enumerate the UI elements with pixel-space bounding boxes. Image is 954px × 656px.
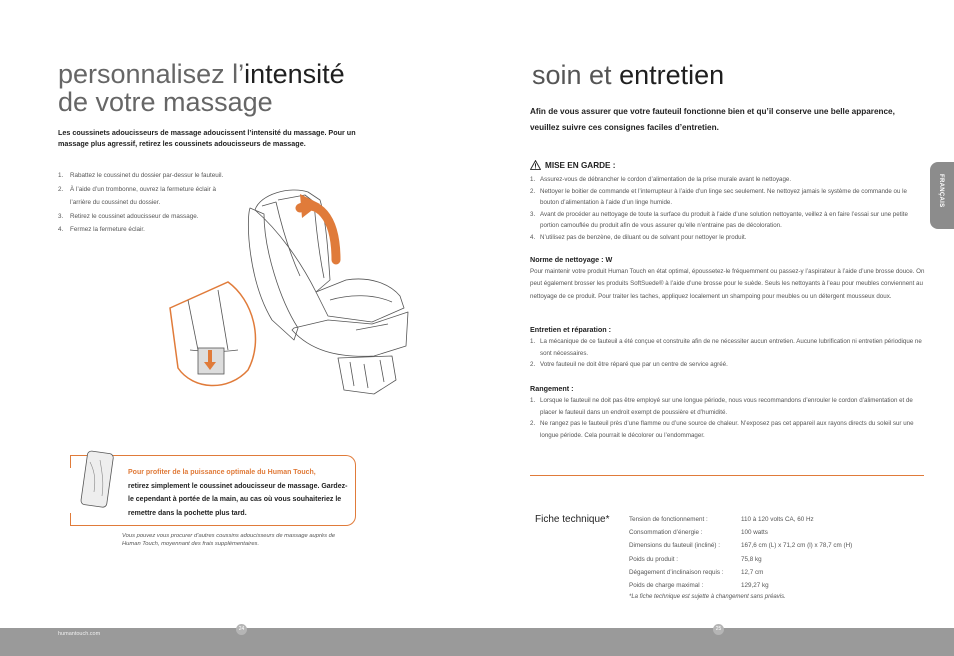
title-part-1: soin et <box>532 60 620 90</box>
item-number: 2. <box>530 187 536 195</box>
list-item <box>530 174 925 186</box>
tip-text <box>128 466 353 520</box>
item-number: 4. <box>530 233 536 241</box>
zipper-detail-zoom <box>168 280 268 390</box>
item-number: 1. <box>530 338 536 345</box>
step-text: Rabattez le coussinet du dossier par-dessur le fauteuil. <box>70 172 224 179</box>
item-number: 1. <box>530 176 536 183</box>
table-row <box>629 539 852 552</box>
step-number: 3. <box>58 212 64 220</box>
item-text: Nettoyer le boitier de commande et l’interrupteur à l’aide d’un linge sec seulement. Ne nettoyez jamais le système de commande ou le bouton d’alimentation à l’aide d’un linge humide. <box>540 187 907 206</box>
list-item <box>530 209 925 232</box>
cushion-pad-icon <box>76 448 116 512</box>
list-item <box>530 418 925 441</box>
intro-left: Les coussinets adoucisseurs de massage adoucissent l’intensité du massage. Pour un massage plus agressif, retirez les coussinets adoucisseurs de massage. <box>58 128 356 148</box>
title-part-1: personnalisez l’ <box>58 59 245 89</box>
storage-list <box>530 395 925 441</box>
item-number: 1. <box>530 397 536 404</box>
item-text: Avant de procéder au nettoyage de toute la surface du produit à l’aide d’une solution nettoyante, veillez à en faire l’essai sur une petite portion camouflée du produit afin de vous assurer qu’elle n’entraine pas de décoloration. <box>540 210 908 229</box>
page-title-right <box>532 60 912 90</box>
language-tab-label: FRANÇAIS <box>938 174 944 208</box>
item-text: N’utilisez pas de benzène, de diluant ou de solvant pour nettoyer le produit. <box>540 233 747 241</box>
spec-value: 100 watts <box>741 529 768 537</box>
item-text: Lorsque le fauteuil ne doit pas être employé sur une longue période, nous vous recommandons d’enrouler le cordon d’alimentation et de placer le fauteuil dans un endroit exempt de poussière et d’humidité. <box>540 397 913 416</box>
title-part-2: entretien <box>619 60 725 90</box>
step-number: 4. <box>58 226 64 233</box>
item-text: Ne rangez pas le fauteuil près d’une flamme ou d’une source de chaleur. N’exposez pas cet appareil aux rayons directs du soleil sur une longue période. Cela pourrait le décolorer ou l’endommager. <box>540 420 914 439</box>
spec-key: Poids de charge maximal : <box>629 582 704 590</box>
storage-heading: Rangement : <box>530 384 574 393</box>
specs-table <box>629 513 852 592</box>
item-number: 3. <box>530 210 536 218</box>
spec-value: 110 à 120 volts CA, 60 Hz <box>741 516 814 523</box>
spec-value: 167,6 cm (L) x 71,2 cm (l) x 78,7 cm (H) <box>741 542 853 550</box>
step-number: 1. <box>58 172 64 179</box>
table-row <box>629 526 852 539</box>
cleaning-standard-heading: Norme de nettoyage : W <box>530 255 613 264</box>
cleaning-standard-text: Pour maintenir votre produit Human Touch en état optimal, époussetez-le fréquemment ou passez-y l’aspirateur à l’aide d’une brosse douce. On peut également brosser les produits SoftSuede® à l’aide d’une brosse pour le suède. Seuls les nettoyants à l’eau pour meubles conviennent au nettoyage de ce produit. Pour traiter les taches, appliquez localement un shampoing pour meubles ou un détergent mousseux doux. <box>530 268 925 300</box>
page-number-right: 25 <box>713 624 724 635</box>
table-row <box>629 553 852 566</box>
warning-heading-text: MISE EN GARDE : <box>545 160 616 170</box>
step-text: l’arrière du coussinet du dossier. <box>70 199 161 206</box>
specs-title: Fiche technique* <box>535 514 610 525</box>
spec-key: Dimensions du fauteuil (incliné) : <box>629 542 720 550</box>
specs-note: *La fiche technique est sujette à changement sans préavis. <box>629 594 786 600</box>
step-text: Retirez le coussinet adoucisseur de massage. <box>70 212 199 220</box>
step-number: 2. <box>58 185 64 193</box>
table-row <box>629 566 852 579</box>
list-item <box>530 395 925 418</box>
spec-key: Consommation d’énergie : <box>629 529 703 537</box>
intro-right: Afin de vous assurer que votre fauteuil fonctionne bien et qu’il conserve une belle apparence, veuillez suivre ces consignes faciles d’entretien. <box>530 107 895 132</box>
spec-key: Poids du produit : <box>629 555 679 563</box>
list-item <box>530 359 925 371</box>
footer-url: humantouch.com <box>58 631 101 637</box>
item-text: Assurez-vous de débrancher le cordon d’alimentation de la prise murale avant le nettoyage. <box>540 176 792 183</box>
warning-heading <box>530 160 616 170</box>
list-item <box>530 232 925 244</box>
title-part-3: de votre massage <box>58 87 273 117</box>
spec-value: 75,8 kg <box>741 555 762 563</box>
step-text: À l’aide d’un trombonne, ouvrez la fermeture éclair à <box>70 185 216 193</box>
list-item <box>530 186 925 209</box>
item-number: 2. <box>530 361 536 368</box>
language-tab <box>930 162 954 229</box>
warning-icon <box>530 160 541 170</box>
note-left: Vous pouvez vous procurer d’autres coussins adoucisseurs de massage auprès de Human Touch, moyennant des frais supplémentaires. <box>122 533 336 547</box>
page-title-left <box>58 60 478 116</box>
maintenance-list <box>530 336 925 371</box>
item-text: Votre fauteuil ne doit être réparé que par un centre de service agréé. <box>540 361 728 368</box>
spec-key: Tension de fonctionnement : <box>629 516 708 523</box>
step-text: Fermez la fermeture éclair. <box>70 226 145 233</box>
table-row <box>629 513 852 526</box>
table-row <box>629 579 852 592</box>
spec-key: Dégagement d’inclinaison requis : <box>629 568 724 576</box>
item-number: 2. <box>530 420 536 427</box>
maintenance-heading: Entretien et réparation : <box>530 325 612 334</box>
page-number-left: 24 <box>236 624 247 635</box>
spec-value: 12,7 cm <box>741 568 764 576</box>
footer-bar <box>0 628 954 656</box>
tip-highlight: Pour profiter de la puissance optimale du Human Touch, <box>128 469 316 476</box>
tip-body: retirez simplement le coussinet adoucisseur de massage. Gardez-le cependant à portée de la main, au cas où vous souhaiteriez le remettre dans la pochette plus tard. <box>128 482 348 517</box>
section-divider <box>530 475 924 476</box>
warning-list <box>530 174 925 243</box>
title-part-2: intensité <box>244 59 345 89</box>
item-text: La mécanique de ce fauteuil a été conçue et construite afin de ne nécessiter aucun entretien. Aucune lubrification ni entretien périodique ne sont nécessaires. <box>540 338 922 357</box>
spec-value: 129,27 kg <box>741 582 769 590</box>
list-item <box>530 336 925 359</box>
